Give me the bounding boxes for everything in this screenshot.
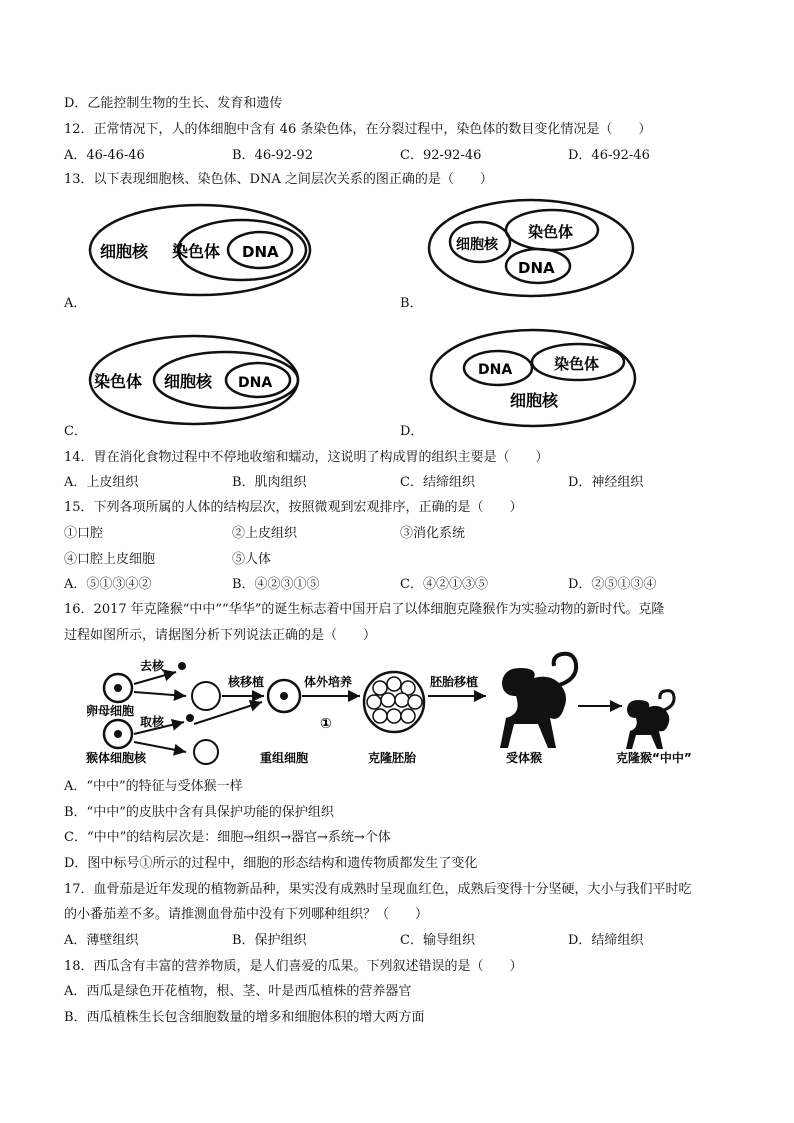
q12-stem: 12．正常情况下，人的体细胞中含有 46 条染色体，在分裂过程中，染色体的数目变化情况是（ ） — [64, 122, 652, 137]
q15-option-a: A．⑤①③④② — [64, 577, 152, 592]
q12-options — [64, 144, 744, 164]
q18-option-a: A．西瓜是绿色开花植物，根、茎、叶是西瓜植株的营养器官 — [64, 984, 412, 999]
embryo-label: 克隆胚胎 — [368, 751, 417, 765]
taken-nucleus-dot — [186, 714, 194, 722]
q16-option-d: D．图中标号①所示的过程中，细胞的形态结构和遗传物质都发生了变化 — [64, 856, 478, 871]
q17-option-c: C．输导组织 — [400, 933, 475, 948]
q15-option-d: D．②⑤①③④ — [568, 577, 657, 592]
q15-item-1: ①口腔 — [64, 526, 104, 541]
q12-option-c: C．92-92-46 — [400, 148, 482, 163]
diagram-c-chromosome-text: 染色体 — [94, 372, 143, 391]
diagram-d-dna-text: DNA — [478, 362, 513, 378]
q14-option-a: A．上皮组织 — [64, 475, 139, 490]
enucleated-arrow — [134, 692, 186, 696]
q15-option-c: C．④②①③⑤ — [400, 577, 488, 592]
q14-option-d: D．神经组织 — [568, 475, 644, 490]
q13-diagram-b — [424, 196, 638, 300]
q16-option-b: B．“中中”的皮肤中含有具保护功能的保护组织 — [64, 805, 334, 820]
q17-stem-line2: 的小番茄差不多。请推测血骨茄中没有下列哪种组织？（ ） — [64, 907, 429, 922]
reconstructed-cell-nucleus — [280, 692, 288, 700]
q13-label-b: B． — [400, 296, 423, 311]
diagram-c-dna-text: DNA — [238, 375, 273, 391]
q12-option-a: A．46-46-46 — [64, 148, 145, 163]
diagram-b-dna-text: DNA — [518, 259, 555, 277]
q16-option-c: C．“中中”的结构层次是：细胞→组织→器官→系统→个体 — [64, 830, 391, 845]
q13-stem: 13．以下表现细胞核、染色体、DNA 之间层次关系的图正确的是（ ） — [64, 172, 493, 187]
diagram-a-nucleus-text: 细胞核 — [100, 242, 149, 261]
q15-items-row2 — [64, 548, 744, 568]
surrogate-label: 受体猴 — [506, 751, 543, 765]
surrogate-monkey-icon — [500, 654, 576, 748]
q17-stem-line1: 17．血骨茄是近年发现的植物新品种，果实没有成熟时呈现血红色，成熟后变得十分坚硬，大小与我们平时吃 — [64, 882, 692, 897]
somatic-cell-label: 猴体细胞核 — [86, 751, 147, 765]
somatic-cell-nucleus — [114, 730, 122, 738]
q16-stem-line1: 16．2017 年克隆猴“中中”“华华”的诞生标志着中国开启了以体细胞克隆猴作为实验动物的新时代。克隆 — [64, 602, 665, 617]
q14-options — [64, 471, 744, 491]
q17-option-b: B．保护组织 — [232, 933, 307, 948]
q15-item-3: ③消化系统 — [400, 526, 466, 541]
embryo-transfer-label: 胚胎移植 — [430, 675, 479, 689]
remove-nucleus-arrow — [134, 672, 176, 684]
remove-nucleus-label: 去核 — [140, 659, 165, 673]
q14-option-b: B．肌肉组织 — [232, 475, 307, 490]
q12-option-d: D．46-92-46 — [568, 148, 650, 163]
q15-items-row1 — [64, 522, 744, 542]
q15-stem: 15．下列各项所属的人体的结构层次，按照微观到宏观排序，正确的是（ ） — [64, 500, 523, 515]
diagram-d-nucleus-text: 细胞核 — [510, 391, 559, 410]
q13-diagram-d — [426, 326, 640, 430]
q16-option-a: A．“中中”的特征与受体猴一样 — [64, 779, 243, 794]
q17-options — [64, 929, 744, 949]
q15-option-b: B．④②③①⑤ — [232, 577, 320, 592]
diagram-c-nucleus-text: 细胞核 — [164, 372, 213, 391]
q13-diagram-a — [86, 200, 316, 300]
q18-option-b: B．西瓜植株生长包含细胞数量的增多和细胞体积的增大两方面 — [64, 1010, 425, 1025]
q17-option-a: A．薄壁组织 — [64, 933, 139, 948]
q15-item-2: ②上皮组织 — [232, 526, 298, 541]
q14-stem: 14．胃在消化食物过程中不停地收缩和蠕动，这说明了构成胃的组织主要是（ ） — [64, 450, 549, 465]
q14-option-c: C．结缔组织 — [400, 475, 475, 490]
reconstructed-cell-label: 重组细胞 — [260, 751, 309, 765]
q15-options — [64, 573, 744, 593]
take-nucleus-label: 取核 — [140, 715, 165, 729]
diagram-a-dna-text: DNA — [242, 243, 279, 261]
diagram-b-nucleus-text: 细胞核 — [456, 237, 498, 253]
q16-cloning-figure — [82, 650, 722, 770]
nuclear-transfer-label: 核移植 — [228, 675, 265, 689]
nucleus-insert-arrow — [194, 702, 262, 724]
q13-label-c: C． — [64, 424, 87, 439]
q17-option-d: D．结缔组织 — [568, 933, 644, 948]
diagram-a-chromosome-text: 染色体 — [172, 242, 221, 261]
somatic-cell-remainder-circle — [194, 740, 218, 764]
culture-label: 体外培养 — [304, 675, 353, 689]
clone-monkey-icon — [626, 691, 674, 749]
removed-nucleus-dot — [178, 662, 186, 670]
q13-label-d: D． — [400, 424, 424, 439]
q16-stem-line2: 过程如图所示，请据图分析下列说法正确的是（ ） — [64, 628, 377, 643]
clone-label: 克隆猴“中中” — [616, 751, 692, 765]
q15-item-4: ④口腔上皮细胞 — [64, 552, 156, 567]
diagram-d-chromosome-text: 染色体 — [554, 355, 600, 373]
egg-cell-nucleus — [114, 684, 122, 692]
enucleated-egg-circle — [192, 682, 220, 710]
q11-option-d: D．乙能控制生物的生长、发育和遗传 — [64, 96, 283, 111]
diagram-b-chromosome-text: 染色体 — [528, 223, 574, 241]
q13-label-a: A． — [64, 296, 87, 311]
embryo-cells — [367, 677, 422, 723]
q12-option-b: B．46-92-92 — [232, 148, 313, 163]
q18-stem: 18．西瓜含有丰富的营养物质，是人们喜爱的瓜果。下列叙述错误的是（ ） — [64, 959, 523, 974]
step-number-label: ① — [320, 716, 332, 732]
q13-diagram-c — [84, 330, 304, 430]
egg-cell-label: 卵母细胞 — [86, 704, 135, 718]
q15-item-5: ⑤人体 — [232, 552, 272, 567]
